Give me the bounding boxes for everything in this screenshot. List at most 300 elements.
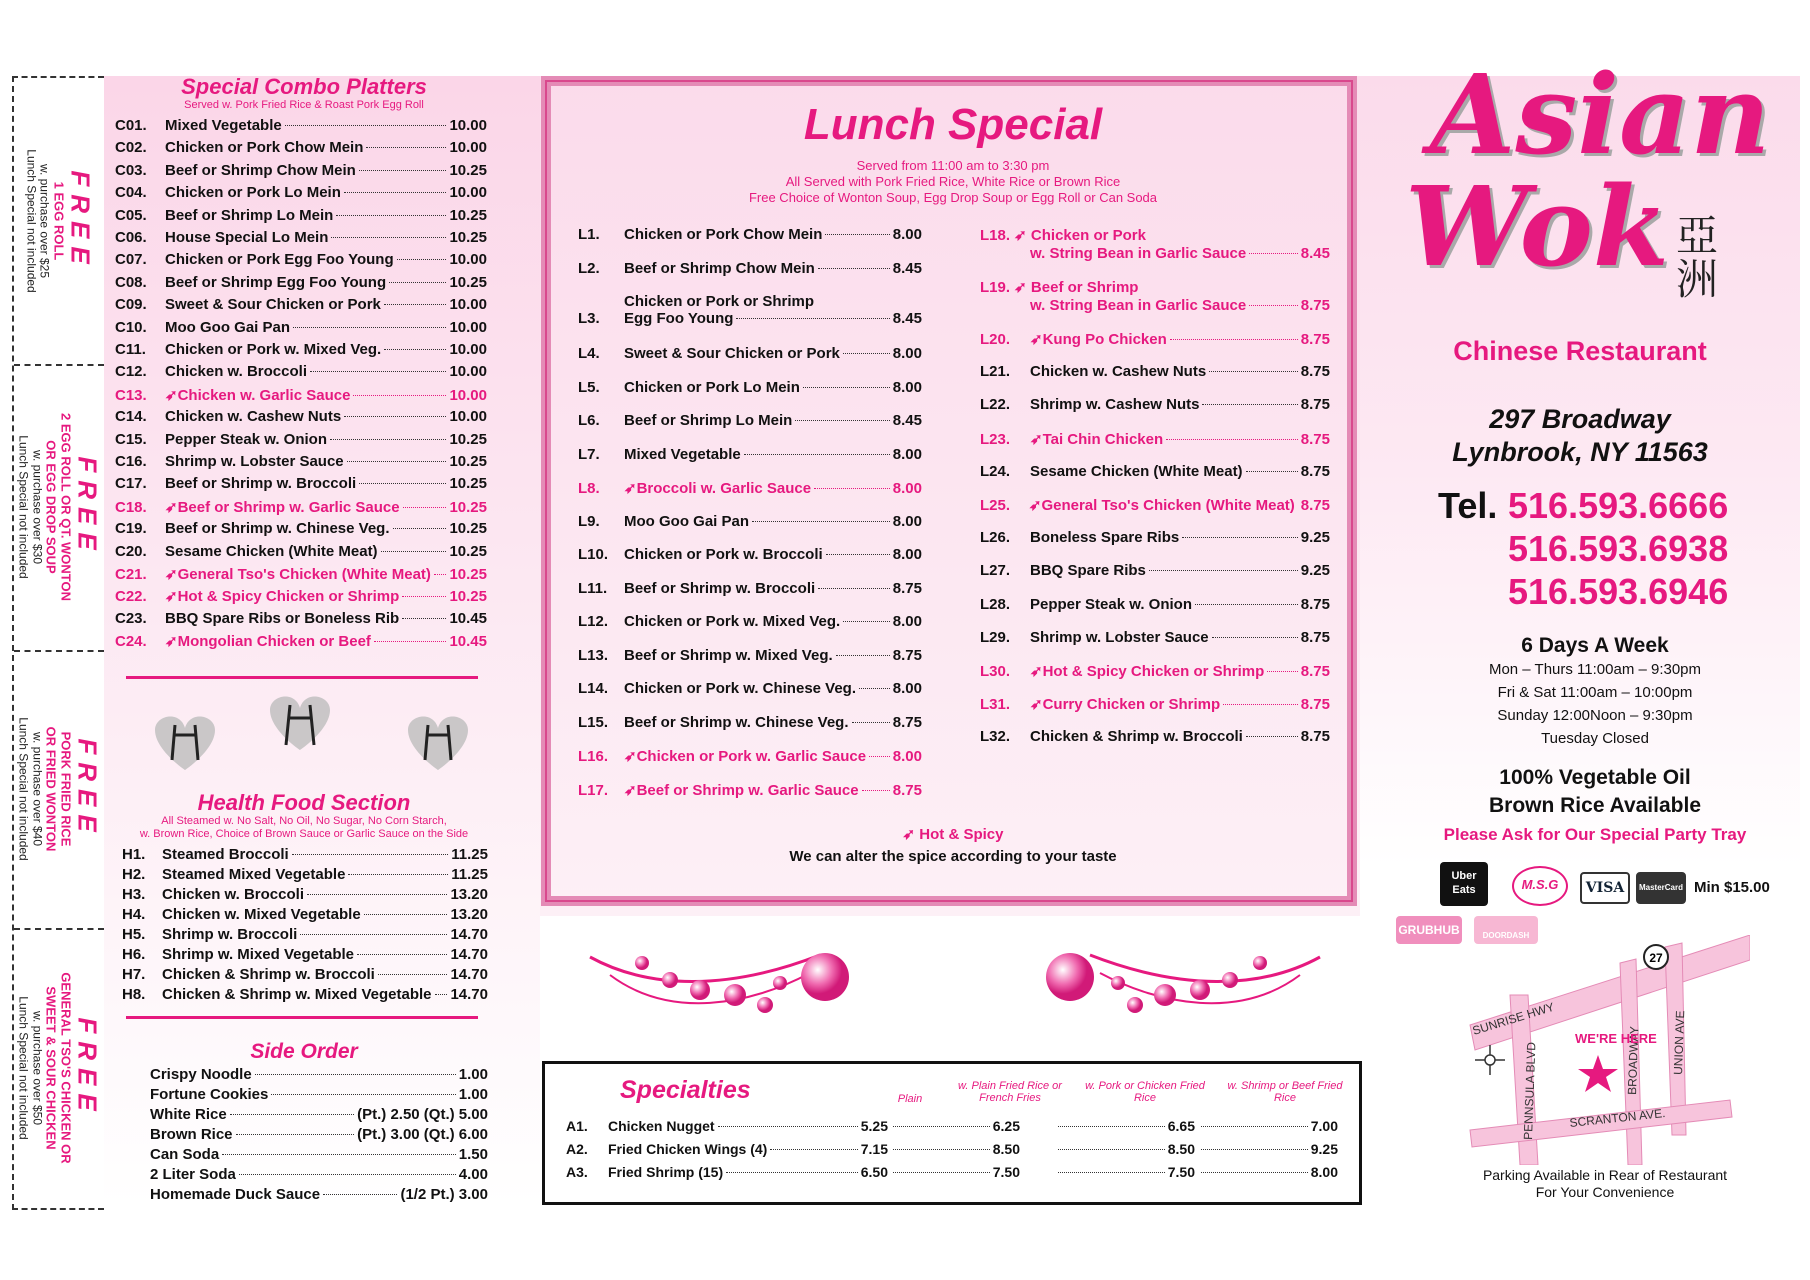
item-name: Moo Goo Gai Pan — [624, 512, 750, 530]
item-price: 8.00 — [892, 445, 922, 463]
item-price: 11.25 — [451, 846, 488, 863]
spec-price-3[interactable] — [1055, 1118, 1195, 1134]
chili-icon: ➶ — [165, 566, 178, 583]
combo-item[interactable] — [115, 587, 487, 605]
coupon-strip — [12, 76, 104, 1210]
item-price: 8.75 — [1300, 728, 1330, 746]
combo-item[interactable] — [115, 453, 487, 470]
item-name: Beef or Shrimp w. Garlic Sauce — [177, 498, 400, 516]
leader-dots — [300, 934, 447, 935]
item-price: 10.00 — [449, 296, 487, 314]
lunch-item[interactable] — [578, 479, 922, 497]
item-price: 8.75 — [892, 646, 922, 664]
item-name: w. String Bean in Garlic Sauce — [1030, 297, 1247, 314]
lunch-item[interactable] — [578, 345, 922, 362]
leader-dots — [348, 874, 448, 875]
item-name: BBQ Spare Ribs — [1030, 562, 1146, 580]
coupon-3[interactable] — [14, 650, 104, 930]
parking-note-2: For Your Convenience — [1535, 1184, 1675, 1200]
phone-2[interactable]: 516.593.6938 — [1508, 528, 1729, 569]
item-price: 10.25 — [449, 206, 487, 224]
lunch-served: Served from 11:00 am to 3:30 pm — [856, 158, 1050, 173]
item-name: Shrimp w. Lobster Sauce — [165, 453, 344, 470]
vegetable-oil-note: 100% Vegetable Oil — [1499, 766, 1691, 789]
coupon-item: OR EGG DROP SOUP — [43, 440, 59, 574]
chili-icon: ➶ — [165, 588, 178, 606]
spec-price-2[interactable] — [890, 1141, 1020, 1157]
leader-dots — [1202, 404, 1297, 405]
item-code: C16. — [115, 453, 147, 470]
item-name: Chicken or Pork Lo Mein — [624, 378, 800, 396]
item-price: 9.25 — [1310, 1141, 1338, 1157]
combo-item[interactable] — [115, 498, 487, 516]
uber-eats-logo: Uber Eats — [1440, 862, 1488, 906]
combo-item[interactable] — [115, 543, 487, 560]
lunch-line-3: Free Choice of Wonton Soup, Egg Drop Soup or Egg Roll or Can Soda — [748, 190, 1158, 205]
leader-dots — [1182, 537, 1298, 538]
min-order: Min $15.00 — [1694, 879, 1770, 896]
item-price: 10.00 — [449, 408, 487, 426]
item-code: L17. — [578, 781, 609, 799]
divider — [126, 676, 478, 679]
side-order-item[interactable] — [150, 1126, 488, 1143]
item-name: Homemade Duck Sauce — [150, 1186, 321, 1203]
item-price: 6.50 — [860, 1164, 888, 1180]
spec-row-plain[interactable] — [608, 1164, 888, 1180]
combo-item[interactable] — [115, 207, 487, 224]
map-label-scranton: SCRANTON AVE. — [1568, 1105, 1667, 1130]
health-item[interactable] — [122, 866, 488, 883]
item-code: C15. — [115, 430, 147, 448]
coupon-4[interactable] — [14, 928, 104, 1208]
item-code: C05. — [115, 206, 147, 224]
coupon-condition: w. purchase over $40 — [30, 731, 45, 847]
item-name: Chicken Nugget — [608, 1118, 715, 1134]
coupon-condition: Lunch Special not included — [16, 717, 31, 861]
lunch-item[interactable] — [578, 613, 922, 630]
item-code: L3. — [578, 310, 600, 327]
spec-price-2[interactable] — [890, 1164, 1020, 1180]
combo-item[interactable] — [115, 565, 487, 583]
item-price: 10.25 — [449, 161, 487, 179]
spec-code: A3. — [566, 1164, 588, 1180]
lunch-item[interactable] — [980, 629, 1330, 646]
item-code: L20. — [980, 331, 1011, 348]
spec-price-4[interactable] — [1198, 1164, 1338, 1180]
item-code: C17. — [115, 475, 147, 493]
item-price: 8.75 — [1300, 462, 1330, 480]
item-price: 8.00 — [892, 226, 922, 243]
chili-icon: ➶ — [165, 498, 178, 516]
leader-dots — [859, 688, 890, 689]
item-price: (Pt.) 3.00 (Qt.) 6.00 — [357, 1126, 488, 1143]
item-code: L14. — [578, 680, 609, 697]
lunch-item[interactable] — [578, 412, 922, 429]
spec-price-3[interactable] — [1055, 1141, 1195, 1157]
item-name: Chicken or Pork Egg Foo Young — [165, 251, 394, 269]
lunch-item[interactable] — [980, 496, 1330, 514]
lunch-item[interactable] — [578, 226, 922, 243]
item-price: 8.75 — [1300, 595, 1330, 613]
coupon-4-text — [16, 972, 101, 1163]
phone-1[interactable]: 516.593.6666 — [1508, 485, 1729, 526]
health-item[interactable] — [122, 906, 488, 923]
combo-item[interactable] — [115, 475, 487, 492]
side-order-item[interactable] — [150, 1186, 488, 1203]
item-code: C14. — [115, 408, 147, 426]
item-code: L2. — [578, 259, 600, 277]
item-code: L21. — [980, 363, 1011, 381]
leader-dots — [384, 349, 446, 350]
spec-code: A1. — [566, 1118, 588, 1134]
lunch-item[interactable] — [578, 747, 922, 765]
address-line-2: Lynbrook, NY 11563 — [1452, 437, 1708, 467]
lunch-item[interactable] — [578, 446, 922, 463]
lunch-item[interactable] — [578, 580, 922, 597]
leader-dots — [374, 641, 447, 642]
pearl-ornament — [570, 935, 1340, 1030]
side-order-item[interactable] — [150, 1066, 488, 1083]
leader-dots — [389, 282, 446, 283]
leader-dots — [1058, 1149, 1165, 1150]
chili-icon: ➶ — [624, 480, 637, 497]
coupon-2[interactable] — [14, 364, 104, 652]
item-name: Fried Chicken Wings (4) — [608, 1141, 768, 1157]
item-price: 8.00 — [892, 378, 922, 396]
coupon-item: 1 EGG ROLL — [51, 181, 67, 261]
leader-dots — [1058, 1172, 1165, 1173]
compass-icon — [1475, 1045, 1505, 1075]
coupon-condition: w. purchase over $25 — [37, 163, 52, 279]
item-name: Shrimp w. Cashew Nuts — [1030, 396, 1200, 414]
lunch-item[interactable] — [980, 330, 1330, 348]
leader-dots — [1209, 371, 1298, 372]
phone-3[interactable]: 516.593.6946 — [1508, 571, 1729, 612]
leader-dots — [1249, 305, 1298, 306]
coupon-condition: Lunch Special not included — [16, 996, 31, 1140]
combo-item[interactable] — [115, 117, 487, 134]
item-code: L19. — [980, 279, 1011, 296]
lunch-item[interactable] — [578, 260, 922, 277]
item-code: H3. — [122, 886, 146, 903]
item-price: 8.75 — [892, 579, 922, 597]
lunch-item[interactable] — [980, 363, 1330, 380]
lunch-item[interactable] — [578, 680, 922, 697]
restaurant-subtitle: Chinese Restaurant — [1453, 336, 1707, 366]
coupon-1[interactable] — [14, 78, 104, 366]
item-price: 8.50 — [992, 1141, 1020, 1157]
combo-item[interactable] — [115, 386, 487, 404]
item-name: Sweet & Sour Chicken or Pork — [165, 296, 381, 314]
item-code: C09. — [115, 296, 147, 314]
item-name: Hot & Spicy Chicken or Shrimp — [177, 588, 400, 606]
leader-dots — [893, 1172, 990, 1173]
item-price: 10.00 — [449, 139, 487, 157]
item-price: 6.65 — [1167, 1118, 1195, 1134]
item-price: 10.25 — [449, 566, 487, 583]
item-price: 8.75 — [1300, 297, 1330, 314]
lunch-item-title — [980, 226, 1146, 244]
leader-dots — [1058, 1126, 1165, 1127]
item-price: 10.25 — [449, 542, 487, 560]
item-code: C21. — [115, 566, 147, 583]
item-name: Beef or Shrimp Chow Mein — [165, 161, 356, 179]
item-price: 8.75 — [1300, 430, 1330, 448]
item-price: 8.00 — [1310, 1164, 1338, 1180]
chili-icon: ➶ — [1030, 331, 1043, 348]
item-price: 10.25 — [449, 588, 487, 606]
item-price: 4.00 — [458, 1166, 488, 1183]
leader-dots — [1201, 1149, 1308, 1150]
spec-price-3[interactable] — [1055, 1164, 1195, 1180]
coupon-free-label: FREE — [72, 738, 103, 840]
lunch-item[interactable] — [1030, 245, 1330, 262]
spec-price-4[interactable] — [1198, 1141, 1338, 1157]
leader-dots — [1212, 637, 1298, 638]
coupon-free-label: FREE — [72, 1017, 103, 1119]
leader-dots — [803, 387, 890, 388]
leader-dots — [292, 854, 449, 855]
days-title: 6 Days A Week — [1521, 634, 1669, 657]
lunch-item[interactable] — [578, 647, 922, 664]
leader-dots — [359, 170, 447, 171]
dancing-hearts-decoration — [120, 690, 500, 790]
combo-item[interactable] — [115, 632, 487, 650]
spec-row-plain[interactable] — [608, 1141, 888, 1157]
item-price: 8.00 — [892, 680, 922, 697]
item-price: 14.70 — [450, 946, 488, 963]
health-item[interactable] — [122, 986, 488, 1003]
item-code: C22. — [115, 588, 147, 606]
leader-dots — [222, 1154, 456, 1155]
lunch-item[interactable] — [980, 396, 1330, 413]
item-price: 8.00 — [892, 345, 922, 362]
combo-item[interactable] — [115, 139, 487, 156]
coupon-item: OR FRIED WONTON — [43, 726, 59, 852]
chili-icon: ➶ — [1030, 663, 1043, 680]
item-name: Egg Foo Young — [624, 310, 734, 327]
spec-price-2[interactable] — [890, 1118, 1020, 1134]
item-price: 7.50 — [1167, 1164, 1195, 1180]
item-name: Chicken or Pork — [1030, 227, 1146, 244]
side-order-item[interactable] — [150, 1106, 488, 1123]
chili-icon: ➶ — [1010, 279, 1031, 296]
star-icon — [1578, 1055, 1618, 1092]
spec-price-4[interactable] — [1198, 1118, 1338, 1134]
spec-row-plain[interactable] — [608, 1118, 888, 1134]
logo-asian: Asian — [1430, 50, 1771, 179]
combo-item[interactable] — [115, 408, 487, 425]
item-name: 2 Liter Soda — [150, 1166, 236, 1183]
item-code: L28. — [980, 595, 1011, 613]
item-name: Broccoli w. Garlic Sauce — [636, 480, 812, 497]
combo-item[interactable] — [115, 251, 487, 268]
leader-dots — [285, 125, 447, 126]
tel-label: Tel. — [1438, 485, 1498, 526]
map-label-sunrise: SUNRISE HWY — [1470, 999, 1556, 1038]
health-item[interactable] — [122, 886, 488, 903]
combo-item[interactable] — [115, 363, 487, 380]
lunch-item[interactable] — [980, 562, 1330, 579]
health-item[interactable] — [122, 846, 488, 863]
leader-dots — [384, 304, 447, 305]
item-name: Brown Rice — [150, 1126, 233, 1143]
item-name: Shrimp w. Broccoli — [162, 926, 298, 943]
leader-dots — [293, 327, 446, 328]
item-name: Curry Chicken or Shrimp — [1042, 696, 1221, 714]
leader-dots — [1149, 570, 1298, 571]
combo-subtitle: Served w. Pork Fried Rice & Roast Pork Egg Roll — [184, 99, 424, 111]
item-name: Mixed Vegetable — [624, 445, 741, 463]
address-line-1: 297 Broadway — [1489, 404, 1671, 434]
leader-dots — [271, 1094, 455, 1095]
leader-dots — [1170, 339, 1298, 340]
lunch-item[interactable] — [578, 379, 922, 396]
item-code: C19. — [115, 520, 147, 538]
item-code: L13. — [578, 646, 609, 664]
side-order-item[interactable] — [150, 1086, 488, 1103]
item-code: C23. — [115, 609, 147, 627]
item-name: Beef or Shrimp — [1030, 279, 1139, 296]
combo-item[interactable] — [115, 229, 487, 246]
divider — [126, 1016, 478, 1019]
item-price: 10.25 — [449, 475, 487, 493]
lunch-item[interactable] — [578, 714, 922, 731]
leader-dots — [1201, 1126, 1308, 1127]
item-code: L22. — [980, 396, 1011, 414]
leader-dots — [347, 461, 447, 462]
leader-dots — [310, 371, 446, 372]
health-item[interactable] — [122, 926, 488, 943]
chili-icon: ➶ — [1010, 227, 1031, 244]
item-price: 10.25 — [449, 229, 487, 246]
lunch-item[interactable] — [578, 781, 922, 799]
item-code: L18. — [980, 227, 1011, 244]
specialties-title: Specialties — [620, 1076, 751, 1104]
leader-dots — [1201, 1172, 1308, 1173]
health-item[interactable] — [122, 946, 488, 963]
item-price: 8.45 — [892, 310, 922, 327]
lunch-item[interactable] — [980, 463, 1330, 480]
item-code: C13. — [115, 386, 147, 404]
combo-item[interactable] — [115, 162, 487, 179]
item-name: Chicken & Shrimp w. Mixed Vegetable — [162, 986, 432, 1003]
combo-item[interactable] — [115, 296, 487, 313]
leader-dots — [344, 416, 446, 417]
item-price: 10.00 — [449, 386, 487, 404]
combo-item[interactable] — [115, 610, 487, 627]
item-name: Steamed Mixed Vegetable — [162, 866, 346, 883]
item-price: 10.00 — [449, 363, 487, 381]
lunch-item[interactable] — [578, 546, 922, 563]
combo-item[interactable] — [115, 341, 487, 358]
lunch-item[interactable] — [980, 596, 1330, 613]
item-code: C03. — [115, 161, 147, 179]
item-price: 10.25 — [449, 430, 487, 448]
coupon-condition: Lunch Special not included — [24, 149, 39, 293]
lunch-item-title — [980, 278, 1138, 296]
lunch-item[interactable] — [980, 430, 1330, 448]
spec-header-plain: Plain — [897, 1093, 923, 1105]
item-name: Beef or Shrimp Egg Foo Young — [165, 273, 387, 291]
item-price: 8.00 — [892, 613, 922, 630]
leader-dots — [1166, 439, 1298, 440]
item-price: 8.75 — [1300, 628, 1330, 646]
leader-dots — [752, 521, 890, 522]
item-price: 8.00 — [892, 512, 922, 530]
lunch-item[interactable] — [980, 728, 1330, 745]
coupon-condition: w. purchase over $50 — [30, 1010, 45, 1126]
brown-rice-note: Brown Rice Available — [1488, 794, 1701, 817]
leader-dots — [1249, 253, 1298, 254]
lunch-item[interactable] — [578, 310, 922, 327]
combo-item[interactable] — [115, 274, 487, 291]
lunch-line-2: All Served with Pork Fried Rice, White Rice or Brown Rice — [785, 174, 1121, 189]
lunch-item[interactable] — [980, 662, 1330, 680]
item-price: (1/2 Pt.) 3.00 — [400, 1186, 488, 1203]
item-name: Chicken or Pork w. Broccoli — [624, 546, 823, 563]
lunch-item[interactable] — [578, 513, 922, 530]
health-item[interactable] — [122, 966, 488, 983]
item-name: Mongolian Chicken or Beef — [177, 633, 371, 651]
item-name: Beef or Shrimp Lo Mein — [624, 412, 793, 429]
leader-dots — [736, 318, 889, 319]
item-name: BBQ Spare Ribs or Boneless Rib — [165, 609, 400, 627]
item-code: H5. — [122, 926, 146, 943]
leader-dots — [403, 507, 447, 508]
leader-dots — [336, 215, 446, 216]
chili-icon: ➶ — [624, 781, 637, 799]
health-subtitle-1: All Steamed w. No Salt, No Oil, No Sugar, No Corn Starch, — [161, 815, 447, 827]
item-name: Beef or Shrimp w. Chinese Veg. — [165, 520, 390, 538]
coupon-item: PORK FRIED RICE — [58, 731, 74, 847]
item-code: L1. — [578, 226, 600, 243]
item-name: Pepper Steak w. Onion — [165, 430, 327, 448]
combo-item[interactable] — [115, 431, 487, 448]
hours-2: Fri & Sat 11:00am – 10:00pm — [1497, 684, 1693, 701]
lunch-item[interactable] — [980, 695, 1330, 713]
item-name: White Rice — [150, 1106, 227, 1123]
leader-dots — [869, 756, 890, 757]
side-order-item[interactable] — [150, 1166, 488, 1183]
leader-dots — [344, 192, 447, 193]
item-name: General Tso's Chicken (White Meat) — [177, 566, 431, 583]
item-code: C06. — [115, 229, 147, 246]
lunch-item[interactable] — [980, 529, 1330, 546]
leader-dots — [795, 420, 889, 421]
side-order-item[interactable] — [150, 1146, 488, 1163]
item-code: H6. — [122, 946, 146, 963]
leader-dots — [359, 483, 446, 484]
lunch-item[interactable] — [1030, 297, 1330, 314]
item-code: L8. — [578, 480, 600, 497]
leader-dots — [239, 1174, 456, 1175]
combo-item[interactable] — [115, 319, 487, 336]
item-price: 8.75 — [892, 713, 922, 731]
health-title: Health Food Section — [197, 790, 411, 815]
item-code: L7. — [578, 445, 600, 463]
combo-item[interactable] — [115, 520, 487, 537]
hot-spicy-legend — [545, 825, 1361, 843]
combo-item[interactable] — [115, 184, 487, 201]
item-code: L30. — [980, 663, 1011, 680]
item-code: C18. — [115, 498, 147, 516]
item-price: 8.75 — [1300, 497, 1330, 514]
map-label-pennsula: PENNSULA BLVD — [1521, 1041, 1539, 1141]
health-subtitle-2: w. Brown Rice, Choice of Brown Sauce or Garlic Sauce on the Side — [139, 828, 469, 840]
item-price: 6.25 — [992, 1118, 1020, 1134]
chili-icon: ➶ — [165, 386, 178, 404]
